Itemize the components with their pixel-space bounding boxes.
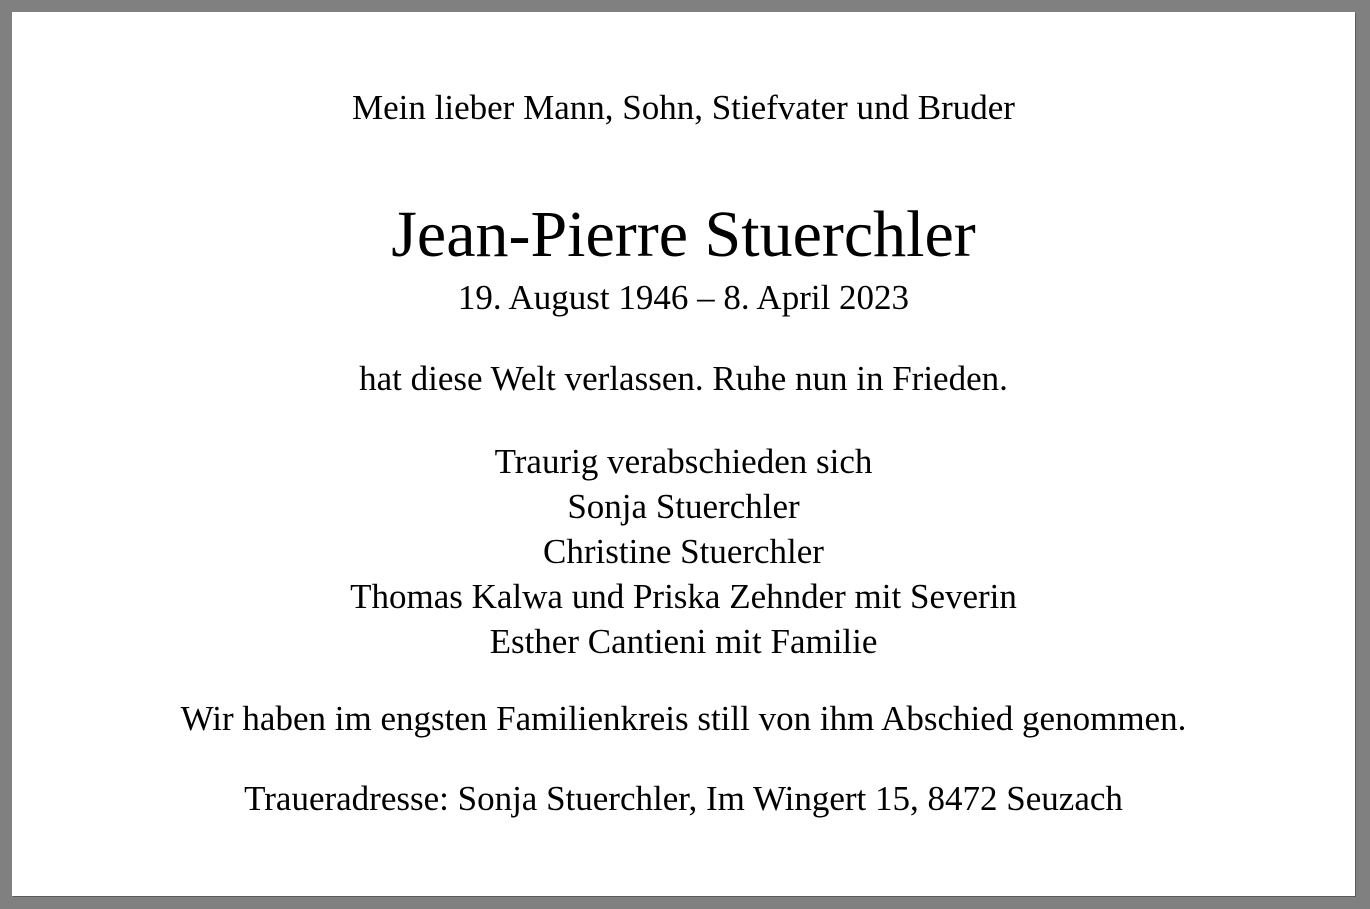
obituary-notice — [12, 12, 1355, 896]
mourner-name: Sonja Stuerchler — [567, 487, 800, 526]
farewell-line: Wir haben im engsten Familienkreis still von ihm Abschied genommen. — [180, 699, 1187, 738]
life-dates: 19. August 1946 – 8. April 2023 — [457, 278, 910, 317]
passing-message: hat diese Welt verlassen. Ruhe nun in Frieden. — [359, 359, 1008, 398]
intro-line: Mein lieber Mann, Sohn, Stiefvater und Bruder — [352, 88, 1015, 127]
mourners-heading: Traurig verabschieden sich — [494, 442, 873, 481]
mourner-name: Christine Stuerchler — [543, 532, 824, 571]
deceased-name: Jean-Pierre Stuerchler — [391, 198, 976, 271]
mourning-address: Traueradresse: Sonja Stuerchler, Im Wingert 15, 8472 Seuzach — [244, 779, 1123, 818]
mourner-name: Esther Cantieni mit Familie — [489, 622, 878, 661]
mourners-block — [12, 439, 1355, 664]
mourner-name: Thomas Kalwa und Priska Zehnder mit Severin — [350, 577, 1017, 616]
